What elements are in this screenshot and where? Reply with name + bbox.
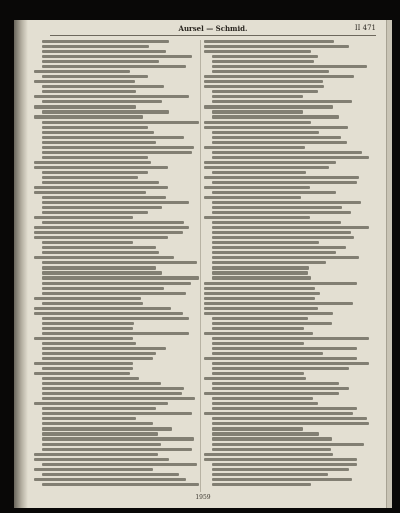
directory-entry-line bbox=[34, 70, 130, 73]
directory-entry-line bbox=[212, 327, 304, 330]
directory-entry-line bbox=[212, 261, 326, 264]
directory-entry-line bbox=[204, 166, 329, 169]
directory-entry-line bbox=[212, 110, 303, 113]
directory-entry-line bbox=[42, 65, 186, 68]
directory-entry-line bbox=[42, 156, 148, 159]
directory-entry-line bbox=[204, 50, 311, 53]
directory-entry-line bbox=[212, 322, 332, 325]
directory-entry-line bbox=[212, 448, 331, 451]
directory-entry-line bbox=[42, 412, 192, 415]
directory-entry-line bbox=[204, 80, 323, 83]
directory-entry-line bbox=[212, 256, 359, 259]
directory-entry-line bbox=[212, 417, 367, 420]
directory-entry-line bbox=[42, 75, 148, 78]
directory-entry-line bbox=[34, 186, 168, 189]
directory-entry-line bbox=[212, 90, 318, 93]
directory-entry-line bbox=[42, 317, 189, 320]
directory-entry-line bbox=[42, 437, 194, 440]
directory-entry-line bbox=[212, 136, 341, 139]
directory-entry-line bbox=[212, 181, 357, 184]
directory-entry-line bbox=[204, 40, 334, 43]
directory-entry-line bbox=[212, 276, 311, 279]
directory-entry-line bbox=[212, 483, 311, 486]
directory-entry-line bbox=[34, 453, 158, 456]
directory-entry-line bbox=[34, 191, 146, 194]
directory-entry-line bbox=[204, 287, 315, 290]
directory-entry-line bbox=[42, 432, 158, 435]
directory-entry-line bbox=[204, 297, 315, 300]
directory-entry-line bbox=[204, 146, 305, 149]
directory-entry-line bbox=[42, 261, 197, 264]
directory-entry-line bbox=[42, 221, 184, 224]
directory-entry-line bbox=[42, 181, 159, 184]
directory-entry-line bbox=[204, 302, 353, 305]
directory-entry-line bbox=[42, 141, 156, 144]
directory-entry-line bbox=[42, 146, 194, 149]
directory-entry-line bbox=[212, 246, 346, 249]
directory-entry-line bbox=[34, 372, 130, 375]
directory-entry-line bbox=[34, 312, 183, 315]
directory-entry-line bbox=[42, 443, 161, 446]
directory-entry-line bbox=[42, 282, 191, 285]
directory-entry-line bbox=[42, 241, 133, 244]
directory-entry-line bbox=[34, 115, 143, 118]
directory-entry-line bbox=[212, 266, 309, 269]
directory-entry-line bbox=[212, 241, 319, 244]
directory-entry-line bbox=[212, 131, 319, 134]
directory-entry-line bbox=[212, 221, 341, 224]
directory-entry-line bbox=[212, 463, 357, 466]
directory-entry-line bbox=[204, 176, 359, 179]
directory-entry-line bbox=[42, 463, 197, 466]
directory-entry-line bbox=[212, 201, 361, 204]
directory-entry-line bbox=[34, 226, 189, 229]
directory-entry-line bbox=[42, 121, 199, 124]
directory-entry-line bbox=[204, 453, 333, 456]
directory-entry-line bbox=[34, 161, 151, 164]
directory-entry-line bbox=[212, 115, 339, 118]
directory-entry-line bbox=[204, 216, 310, 219]
directory-entry-line bbox=[34, 297, 141, 300]
directory-entry-line bbox=[204, 392, 339, 395]
directory-entry-line bbox=[212, 427, 303, 430]
directory-entry-line bbox=[212, 347, 357, 350]
directory-column-right bbox=[204, 40, 369, 492]
directory-entry-line bbox=[204, 196, 301, 199]
directory-entry-line bbox=[42, 60, 159, 63]
directory-entry-line bbox=[212, 478, 352, 481]
column-divider bbox=[200, 40, 201, 492]
directory-entry-line bbox=[42, 327, 133, 330]
directory-entry-line bbox=[212, 271, 308, 274]
directory-entry-line bbox=[212, 60, 314, 63]
directory-entry-line bbox=[212, 372, 304, 375]
directory-entry-line bbox=[204, 105, 333, 108]
directory-entry-line bbox=[42, 302, 143, 305]
directory-entry-line bbox=[42, 448, 192, 451]
directory-entry-line bbox=[34, 307, 171, 310]
directory-entry-line bbox=[212, 65, 367, 68]
directory-entry-line bbox=[42, 211, 148, 214]
directory-entry-line bbox=[212, 352, 323, 355]
directory-entry-line bbox=[34, 458, 169, 461]
directory-entry-line bbox=[42, 136, 184, 139]
directory-entry-line bbox=[42, 251, 159, 254]
directory-entry-line bbox=[204, 377, 306, 380]
directory-entry-line bbox=[212, 55, 318, 58]
directory-entry-line bbox=[42, 271, 162, 274]
running-head: Aursel — Schmid. bbox=[178, 24, 248, 33]
sheet-number: 1959 bbox=[195, 494, 211, 501]
directory-entry-line bbox=[212, 231, 351, 234]
page-edges bbox=[386, 20, 392, 508]
directory-entry-line bbox=[212, 251, 336, 254]
directory-entry-line bbox=[204, 161, 336, 164]
directory-entry-line bbox=[42, 342, 136, 345]
directory-entry-line bbox=[212, 317, 308, 320]
directory-entry-line bbox=[34, 256, 174, 259]
directory-entry-line bbox=[212, 191, 336, 194]
directory-entry-line bbox=[34, 362, 133, 365]
directory-entry-line bbox=[34, 80, 135, 83]
directory-entry-line bbox=[42, 292, 186, 295]
directory-entry-line bbox=[34, 478, 186, 481]
directory-entry-line bbox=[42, 50, 166, 53]
directory-entry-line bbox=[212, 432, 319, 435]
directory-entry-line bbox=[212, 337, 369, 340]
directory-entry-line bbox=[34, 216, 133, 219]
directory-entry-line bbox=[212, 156, 369, 159]
directory-entry-line bbox=[42, 131, 154, 134]
directory-entry-line bbox=[212, 382, 339, 385]
directory-entry-line bbox=[42, 196, 166, 199]
directory-entry-line bbox=[42, 347, 166, 350]
directory-entry-line bbox=[212, 206, 342, 209]
directory-entry-line bbox=[212, 211, 351, 214]
directory-entry-line bbox=[204, 307, 318, 310]
directory-entry-line bbox=[212, 100, 352, 103]
directory-entry-line bbox=[204, 282, 357, 285]
directory-entry-line bbox=[34, 236, 168, 239]
directory-entry-line bbox=[42, 322, 134, 325]
directory-entry-line bbox=[42, 171, 148, 174]
directory-entry-line bbox=[212, 397, 313, 400]
directory-page bbox=[14, 20, 392, 508]
header-rule bbox=[50, 35, 376, 36]
directory-entry-line bbox=[42, 483, 199, 486]
directory-entry-line bbox=[212, 473, 328, 476]
directory-entry-line bbox=[42, 377, 139, 380]
directory-entry-line bbox=[42, 422, 153, 425]
directory-entry-line bbox=[212, 443, 364, 446]
directory-entry-line bbox=[204, 121, 311, 124]
binding-fold bbox=[14, 20, 28, 508]
directory-entry-line bbox=[204, 458, 357, 461]
directory-entry-line bbox=[34, 95, 189, 98]
directory-entry-line bbox=[204, 75, 354, 78]
directory-entry-line bbox=[212, 367, 349, 370]
directory-entry-line bbox=[42, 126, 148, 129]
directory-entry-line bbox=[42, 90, 136, 93]
directory-entry-line bbox=[42, 392, 182, 395]
directory-entry-line bbox=[42, 473, 179, 476]
directory-entry-line bbox=[204, 186, 310, 189]
directory-entry-line bbox=[204, 45, 349, 48]
directory-entry-line bbox=[204, 412, 353, 415]
page-number: II 471 bbox=[354, 24, 376, 32]
directory-entry-line bbox=[42, 45, 149, 48]
directory-entry-line bbox=[212, 236, 354, 239]
directory-entry-line bbox=[42, 382, 161, 385]
directory-entry-line bbox=[42, 287, 164, 290]
directory-entry-line bbox=[212, 151, 362, 154]
directory-entry-line bbox=[42, 357, 153, 360]
directory-entry-line bbox=[34, 166, 168, 169]
directory-entry-line bbox=[42, 206, 162, 209]
directory-entry-line bbox=[212, 402, 318, 405]
directory-entry-line bbox=[212, 70, 329, 73]
directory-entry-line bbox=[34, 402, 168, 405]
directory-entry-line bbox=[42, 407, 156, 410]
directory-entry-line bbox=[42, 55, 192, 58]
directory-column-left bbox=[34, 40, 199, 492]
directory-entry-line bbox=[212, 437, 332, 440]
directory-entry-line bbox=[42, 151, 192, 154]
directory-entry-line bbox=[42, 266, 156, 269]
directory-entry-line bbox=[34, 468, 153, 471]
directory-entry-line bbox=[212, 407, 357, 410]
directory-entry-line bbox=[212, 387, 349, 390]
directory-entry-line bbox=[34, 105, 136, 108]
directory-entry-line bbox=[42, 176, 138, 179]
directory-entry-line bbox=[42, 40, 169, 43]
directory-entry-line bbox=[204, 312, 333, 315]
directory-entry-line bbox=[204, 85, 324, 88]
directory-entry-line bbox=[204, 292, 320, 295]
directory-entry-line bbox=[42, 85, 164, 88]
directory-entry-line bbox=[204, 126, 348, 129]
directory-entry-line bbox=[212, 362, 369, 365]
directory-entry-line bbox=[204, 357, 357, 360]
directory-entry-line bbox=[42, 201, 189, 204]
directory-entry-line bbox=[212, 141, 347, 144]
directory-entry-line bbox=[42, 427, 172, 430]
directory-entry-line bbox=[42, 397, 195, 400]
directory-entry-line bbox=[212, 226, 369, 229]
directory-entry-line bbox=[42, 387, 184, 390]
directory-entry-line bbox=[42, 352, 156, 355]
directory-entry-line bbox=[42, 417, 136, 420]
directory-entry-line bbox=[42, 246, 156, 249]
directory-entry-line bbox=[42, 100, 162, 103]
directory-entry-line bbox=[212, 95, 303, 98]
directory-entry-line bbox=[204, 332, 313, 335]
directory-entry-line bbox=[212, 468, 349, 471]
directory-entry-line bbox=[212, 171, 306, 174]
directory-entry-line bbox=[42, 276, 199, 279]
directory-entry-line bbox=[42, 367, 133, 370]
directory-entry-line bbox=[212, 342, 304, 345]
directory-entry-line bbox=[34, 337, 133, 340]
directory-entry-line bbox=[42, 110, 169, 113]
directory-entry-line bbox=[34, 231, 183, 234]
directory-entry-line bbox=[42, 332, 189, 335]
directory-entry-line bbox=[212, 422, 369, 425]
